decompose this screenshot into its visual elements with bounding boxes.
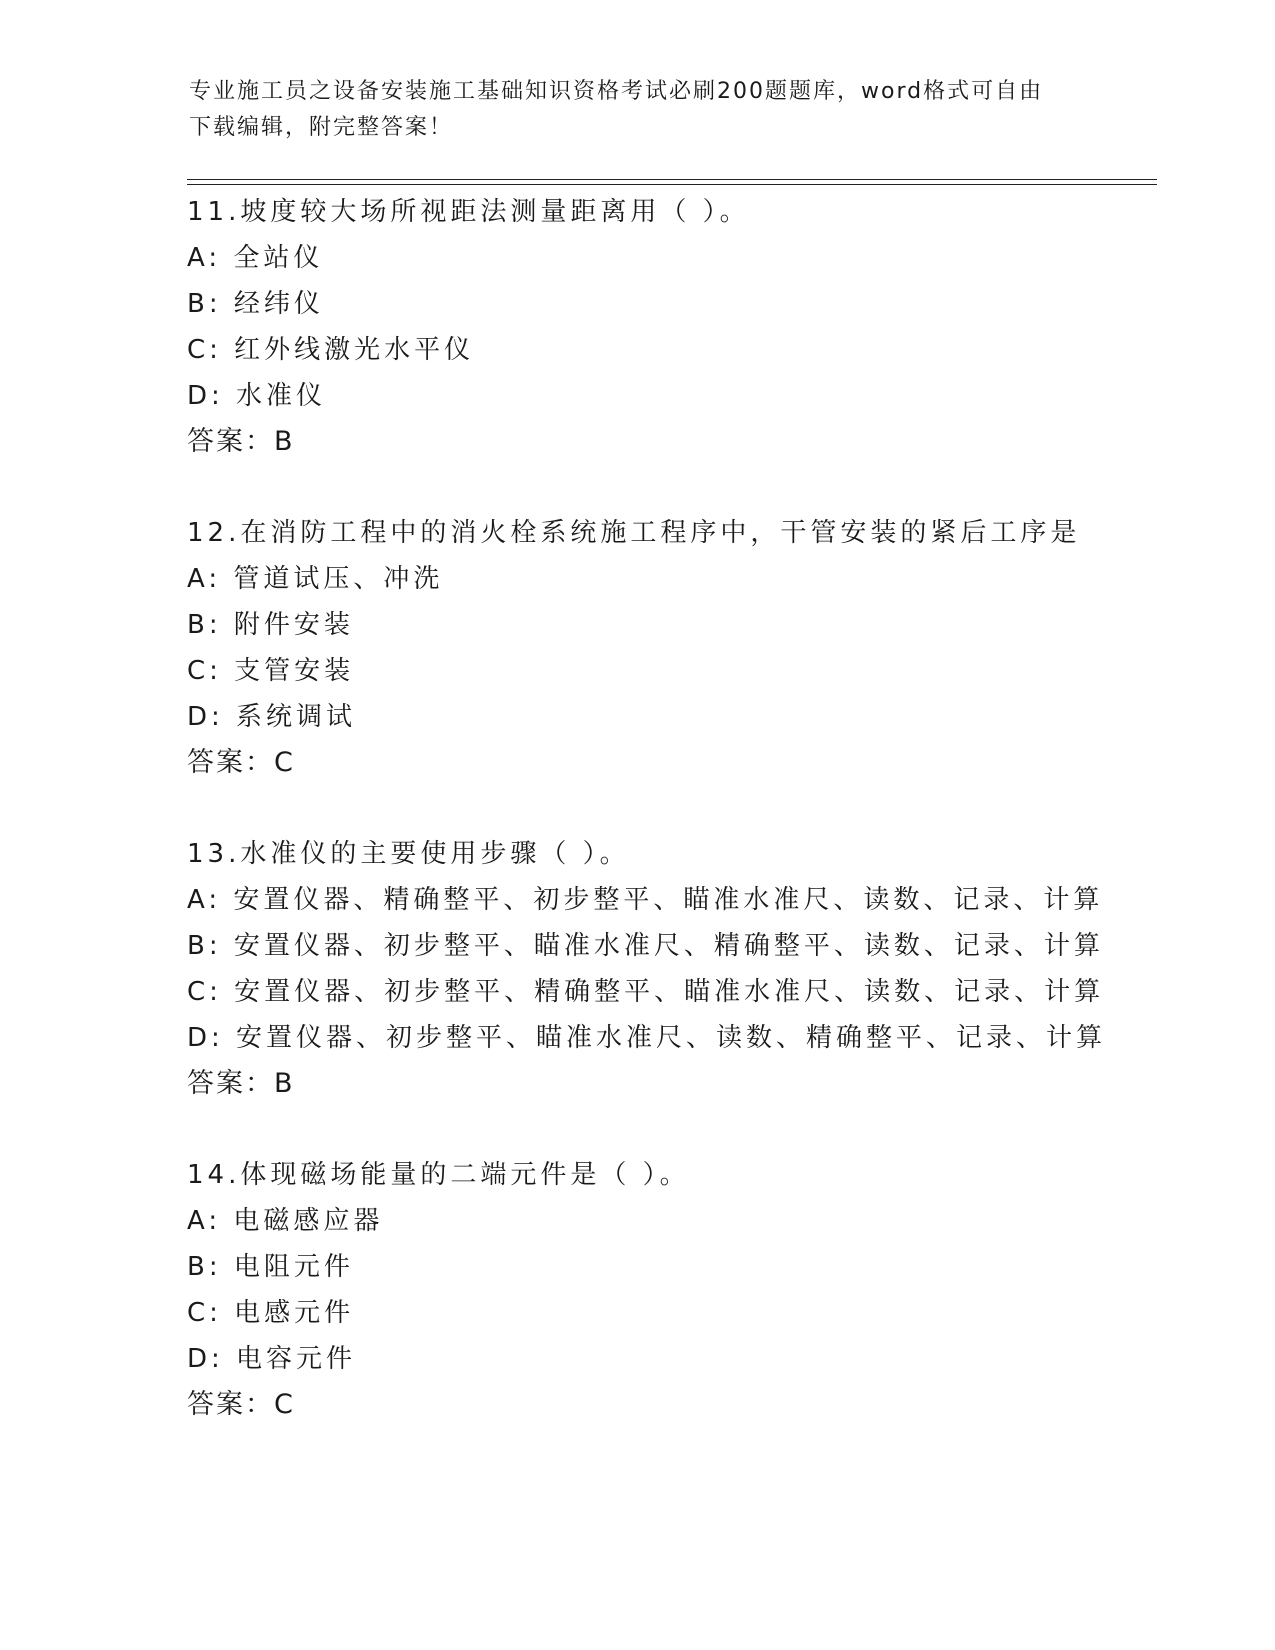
option-b: B: 安置仪器、初步整平、瞄准水准尺、精确整平、读数、记录、计算 (187, 931, 1104, 961)
header-rule-bottom (187, 184, 1157, 185)
option-b: B: 电阻元件 (187, 1252, 354, 1282)
option-d: D: 电容元件 (187, 1344, 357, 1374)
option-c: C: 电感元件 (187, 1298, 355, 1328)
option-c: C: 红外线激光水平仪 (187, 335, 475, 365)
answer: 答案：B (187, 426, 295, 457)
question-stem: 14.体现磁场能量的二端元件是（ ）。 (187, 1160, 690, 1190)
header-rule-top (187, 179, 1157, 180)
question-11 (187, 189, 1187, 465)
question-12 (187, 510, 1187, 786)
answer: 答案：C (187, 1389, 295, 1420)
option-d: D: 水准仪 (187, 381, 327, 411)
option-a: A: 全站仪 (187, 243, 324, 273)
answer: 答案：C (187, 747, 295, 778)
header-line-2: 下载编辑，附完整答案！ (189, 115, 454, 140)
option-c: C: 支管安装 (187, 656, 355, 686)
option-c: C: 安置仪器、初步整平、精确整平、瞄准水准尺、读数、记录、计算 (187, 977, 1105, 1007)
option-a: A: 电磁感应器 (187, 1206, 384, 1236)
option-d: D: 系统调试 (187, 702, 357, 732)
question-14 (187, 1152, 1187, 1428)
option-a: A: 安置仪器、精确整平、初步整平、瞄准水准尺、读数、记录、计算 (187, 885, 1104, 915)
header-line-1: 专业施工员之设备安装施工基础知识资格考试必刷200题题库，word格式可自由 (189, 79, 1044, 104)
question-stem: 13.水准仪的主要使用步骤（ ）。 (187, 839, 630, 869)
question-stem: 11.坡度较大场所视距法测量距离用（ ）。 (187, 197, 750, 227)
question-stem: 12.在消防工程中的消火栓系统施工程序中，干管安装的紧后工序是 (187, 518, 1081, 548)
answer: 答案：B (187, 1068, 295, 1099)
option-d: D: 安置仪器、初步整平、瞄准水准尺、读数、精确整平、记录、计算 (187, 1023, 1107, 1053)
question-13 (187, 831, 1187, 1107)
document-header (189, 74, 1089, 146)
option-b: B: 附件安装 (187, 610, 354, 640)
option-b: B: 经纬仪 (187, 289, 324, 319)
option-a: A: 管道试压、冲洗 (187, 564, 444, 594)
